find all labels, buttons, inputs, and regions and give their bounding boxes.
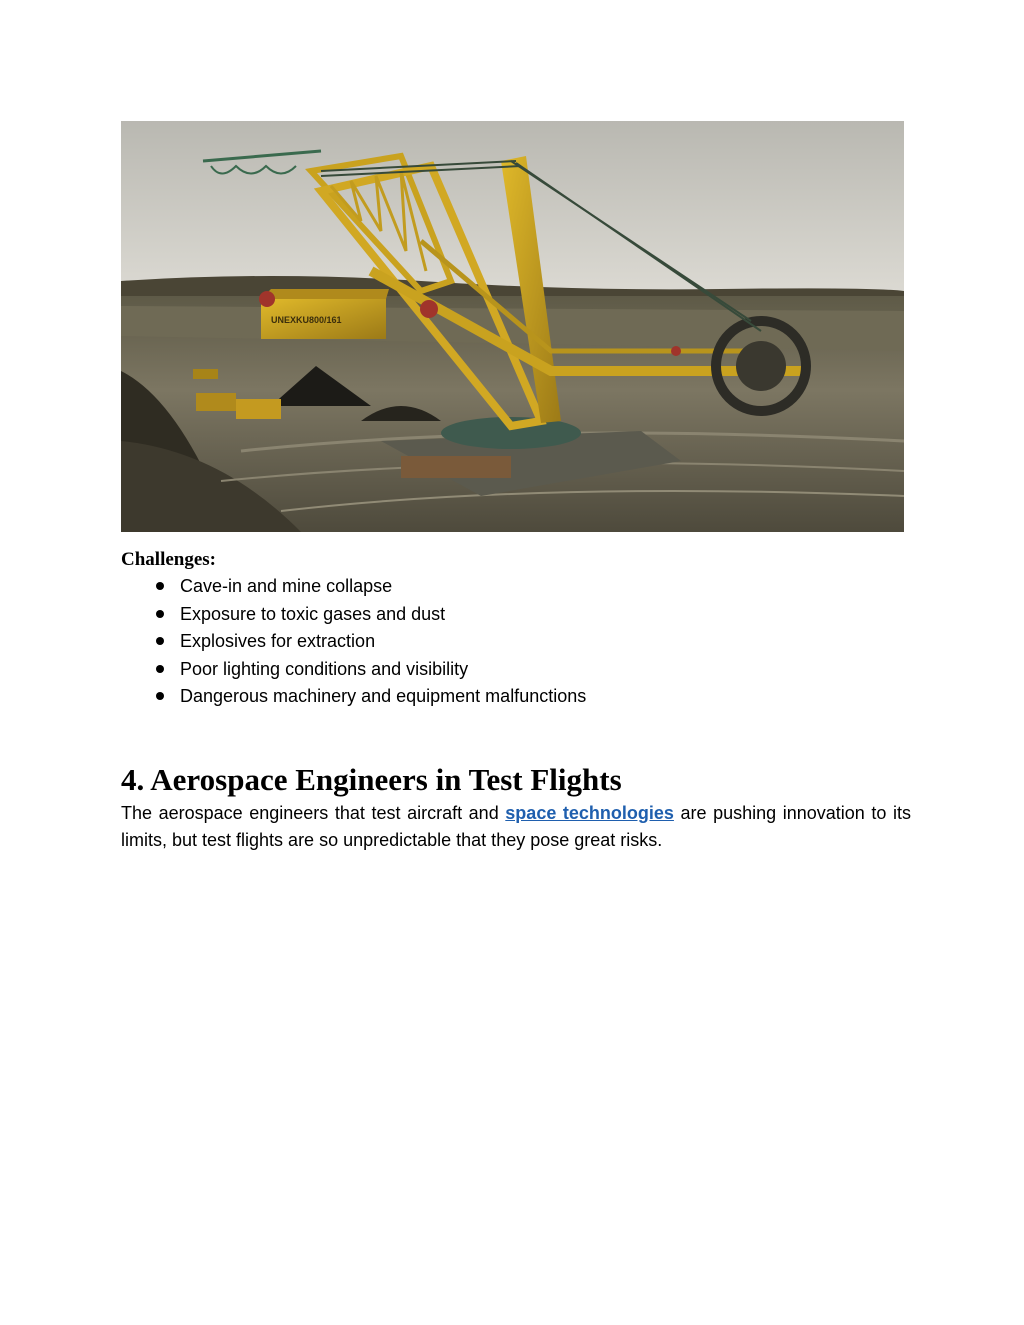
bullet-icon xyxy=(156,582,164,590)
list-item-text: Poor lighting conditions and visibility xyxy=(180,658,469,679)
list-item xyxy=(121,602,586,630)
list-item-text: Dangerous machinery and equipment malfunctions xyxy=(180,686,587,706)
section-heading: 4. Aerospace Engineers in Test Flights xyxy=(121,762,622,797)
list-item-text: Explosives for extraction xyxy=(180,631,376,651)
bullet-icon xyxy=(156,637,164,645)
challenges-title: Challenges: xyxy=(121,549,216,570)
machine-label: UNEXKU800/161 xyxy=(271,315,342,325)
list-item xyxy=(121,657,586,685)
list-item-text: Cave-in and mine collapse xyxy=(180,576,393,596)
challenges-list xyxy=(121,574,586,712)
excavator-photo xyxy=(121,121,904,532)
paragraph-text-end: are pushing innovation to its limits, but test flights are so unpredictable that they pose great risks. xyxy=(121,803,911,850)
list-item xyxy=(121,684,586,712)
bullet-icon xyxy=(156,665,164,673)
list-item xyxy=(121,629,586,657)
bullet-icon xyxy=(156,692,164,700)
paragraph-text-start: The aerospace engineers that test aircraft and xyxy=(121,803,506,823)
list-item-text: Exposure to toxic gases and dust xyxy=(180,603,446,624)
space-technologies-link[interactable]: space technologies xyxy=(505,803,674,823)
section-paragraph xyxy=(121,800,911,854)
bullet-icon xyxy=(156,610,164,618)
list-item xyxy=(121,574,586,602)
